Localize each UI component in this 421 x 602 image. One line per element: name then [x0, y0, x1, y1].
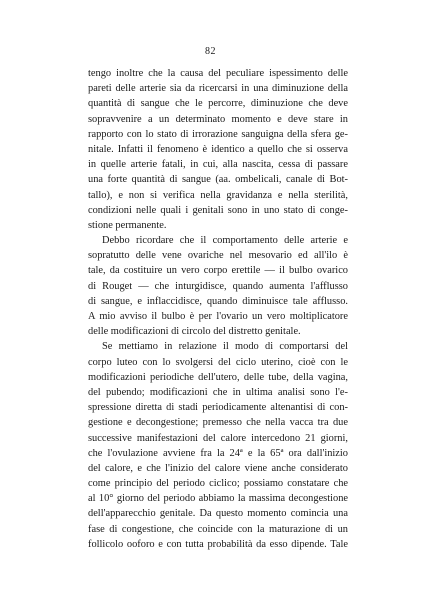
text-line: successive manifestazioni del calore intercedono 21 giorni, [88, 432, 348, 444]
paragraph [88, 66, 348, 233]
text-line: tallo), e non si verifica nella gravidanza e nella sterilità, [88, 189, 348, 201]
text-line: fase di congestione, che coincide con la maturazione di un [88, 523, 348, 535]
text-line: modificazioni periodiche dell'utero, delle tube, della vagina, [88, 371, 348, 383]
text-line: come principio del periodo ciclico; possiamo constatare che [88, 478, 348, 490]
body-text [88, 66, 348, 552]
text-line: sopravvenire a un determinato momento e deve stare in [88, 113, 348, 125]
text-line: gestione e decongestione; premesso che nella vacca tra due [88, 417, 348, 429]
text-line: rapporto con lo stato di irrorazione sanguigna della sfera ge- [88, 128, 348, 140]
text-line: sopratutto delle vene ovariche nel mesovario ed all'ilo è [88, 250, 348, 262]
text-line: Debbo ricordare che il comportamento delle arterie e [102, 235, 348, 247]
text-line: dell'apparecchio genitale. Da questo momento comincia una [88, 508, 348, 520]
text-line: del pubendo; modificazioni che in ultima analisi sono l'e- [88, 386, 348, 398]
page-number: 82 [205, 46, 216, 57]
text-line: corpo luteo con lo svolgersi del ciclo uterino, cioè con le [88, 356, 348, 368]
text-line: del calore, e che l'inizio del calore viene anche considerato [88, 462, 348, 474]
text-line: pareti delle arterie sia da ricercarsi in una diminuzione della [88, 83, 348, 95]
text-line: tale, da costituire un vero corpo erettile — il bulbo ovarico [88, 265, 348, 277]
text-line: A mio avviso il bulbo è per l'ovario un vero moltiplicatore [88, 311, 348, 322]
paragraph [88, 233, 348, 339]
text-line: tengo inoltre che la causa del peculiare ispessimento delle [88, 68, 348, 79]
text-line: al 10° giorno del periodo abbiamo la massima decongestione [88, 493, 348, 505]
text-line: una forte quantità di sangue (aa. ombelicali, canale di Bot- [88, 174, 348, 186]
text-line: follicolo ooforo e con tutta probabilità da esso dipende. Tale [88, 538, 348, 550]
text-line: quantità di sangue che le percorre, diminuzione che deve [88, 98, 348, 110]
text-line: stione permanente. [88, 219, 167, 231]
text-line: nitale. Infatti il fenomeno è identico a quello che si osserva [88, 143, 348, 155]
paragraph [88, 339, 348, 552]
text-line: Se mettiamo in relazione il modo di comportarsi del [102, 341, 348, 353]
text-line: di sangue, e inflaccidisce, quando diminuisce tale afflusso. [88, 295, 348, 307]
text-line: di Rouget — che inturgidisce, quando aumenta l'afflusso [88, 280, 348, 292]
text-line: delle modificazioni di circolo del distretto genitale. [88, 326, 301, 338]
text-line: condizioni nelle quali i genitali sono in uno stato di conge- [88, 204, 348, 216]
text-line: che l'ovulazione avviene fra la 24ª e la 65ª ora dall'inizio [88, 447, 348, 459]
text-line: spressione diretta di stadi periodicamente altenantisi di con- [88, 402, 348, 414]
text-line: in quelle arterie fatali, in cui, alla nascita, cessa di passare [88, 159, 348, 171]
